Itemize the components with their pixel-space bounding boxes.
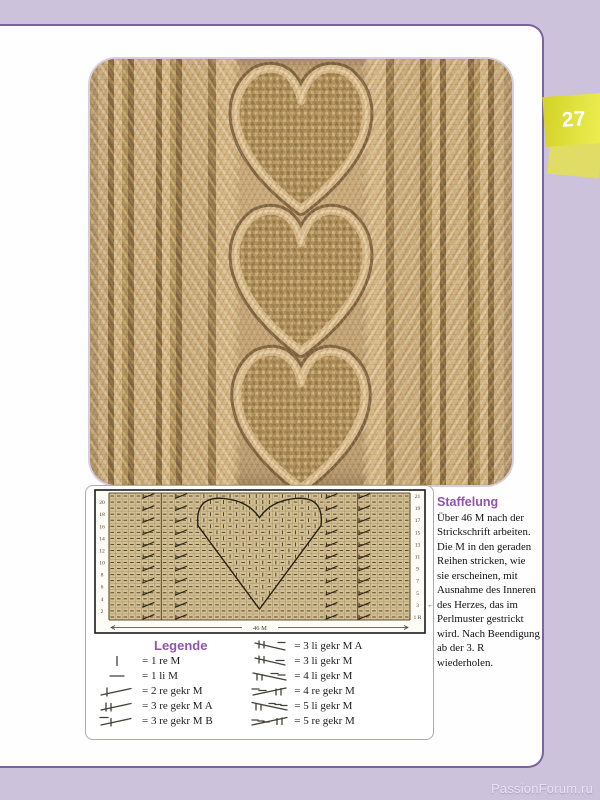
legend-symbol [248, 699, 294, 713]
legend-symbol [248, 714, 294, 728]
svg-text:6: 6 [100, 584, 104, 591]
instructions-body: Über 46 M nach der Strickschrift arbeiten. Die M in den geraden Reihen stricken, wie sie erscheinen, mit Ausnahme des Inneren des Herzes, das im Perlmuster gestrickt wird. Nach Beendigung ab der 3. R wiederholen. [437, 512, 540, 669]
legend-symbol [96, 654, 142, 668]
svg-text:9: 9 [416, 566, 419, 573]
svg-text:4: 4 [100, 596, 104, 603]
legend-item-label: = 4 re gekr M [294, 684, 355, 697]
legend-symbol [96, 699, 142, 713]
legend-item [248, 638, 427, 653]
svg-text:10: 10 [99, 560, 105, 567]
legend-item-label: = 4 li gekr M [294, 669, 353, 682]
c5r-symbol [250, 714, 290, 728]
legend-symbol [248, 669, 294, 683]
legend-symbol [96, 669, 142, 683]
svg-text:13: 13 [414, 542, 421, 549]
svg-text:7: 7 [416, 578, 419, 585]
svg-text:16: 16 [99, 524, 105, 531]
chart-and-legend-panel [85, 485, 434, 740]
svg-text:←: ← [427, 600, 434, 609]
legend-item-label: = 1 re M [142, 654, 181, 667]
legend-item-label: = 5 re gekr M [294, 714, 355, 727]
legend-symbol [96, 684, 142, 698]
c2r-symbol [98, 684, 138, 698]
instructions-title: Staffelung [437, 495, 499, 509]
legend-item-label: = 5 li gekr M [294, 699, 353, 712]
legend-item [96, 698, 248, 713]
svg-text:11: 11 [414, 554, 421, 561]
svg-text:2: 2 [100, 608, 104, 615]
legend-item [248, 668, 427, 683]
svg-text:14: 14 [99, 536, 105, 543]
legend-item [96, 683, 248, 698]
legend-item [248, 698, 427, 713]
knit-texture-overlay [90, 59, 512, 485]
page-number: 27 [561, 107, 587, 132]
legend [96, 638, 427, 728]
p1-symbol [98, 669, 138, 683]
svg-text:12: 12 [99, 548, 105, 555]
legend-item-label: = 3 li gekr M A [294, 639, 363, 652]
knit-swatch-photo [90, 59, 512, 485]
c3rB-symbol [98, 714, 138, 728]
legend-item-label: = 2 re gekr M [142, 684, 203, 697]
legend-item [96, 668, 248, 683]
svg-text:19: 19 [414, 506, 421, 513]
legend-symbol [248, 654, 294, 668]
c4l-symbol [250, 669, 290, 683]
legend-item [248, 683, 427, 698]
knitting-chart-container [94, 489, 434, 641]
c5l-symbol [250, 699, 290, 713]
legend-item-label: = 3 re gekr M B [142, 714, 213, 727]
c3rA-symbol [98, 699, 138, 713]
svg-text:5: 5 [416, 590, 419, 597]
magazine-page [0, 24, 544, 768]
c4r-symbol [250, 684, 290, 698]
k1-symbol [98, 654, 138, 668]
svg-text:8: 8 [100, 572, 104, 579]
legend-column-left [96, 638, 248, 728]
legend-title: Legende [154, 638, 208, 653]
c3l-symbol [250, 654, 290, 668]
legend-column-right [248, 638, 427, 728]
svg-text:18: 18 [99, 512, 105, 519]
knitting-chart [94, 489, 434, 636]
svg-text:21: 21 [414, 494, 421, 501]
legend-item [96, 713, 248, 728]
svg-text:3: 3 [416, 602, 419, 609]
legend-item-label: = 3 li gekr M [294, 654, 353, 667]
legend-item-label: = 1 li M [142, 669, 178, 682]
legend-symbol [248, 684, 294, 698]
legend-symbol [96, 714, 142, 728]
legend-item [96, 653, 248, 668]
svg-text:1 R: 1 R [413, 614, 422, 621]
svg-text:20: 20 [99, 500, 105, 507]
watermark: PassionForum.ru [491, 781, 593, 796]
svg-text:17: 17 [414, 518, 421, 525]
legend-item [248, 653, 427, 668]
c3lA-symbol [250, 639, 290, 653]
page-number-tab [542, 93, 600, 147]
legend-item [248, 713, 427, 728]
svg-text:15: 15 [414, 530, 421, 537]
legend-item-label: = 3 re gekr M A [142, 699, 213, 712]
legend-symbol [248, 639, 294, 653]
instructions-block [437, 495, 540, 670]
svg-text:46 M: 46 M [253, 625, 267, 632]
